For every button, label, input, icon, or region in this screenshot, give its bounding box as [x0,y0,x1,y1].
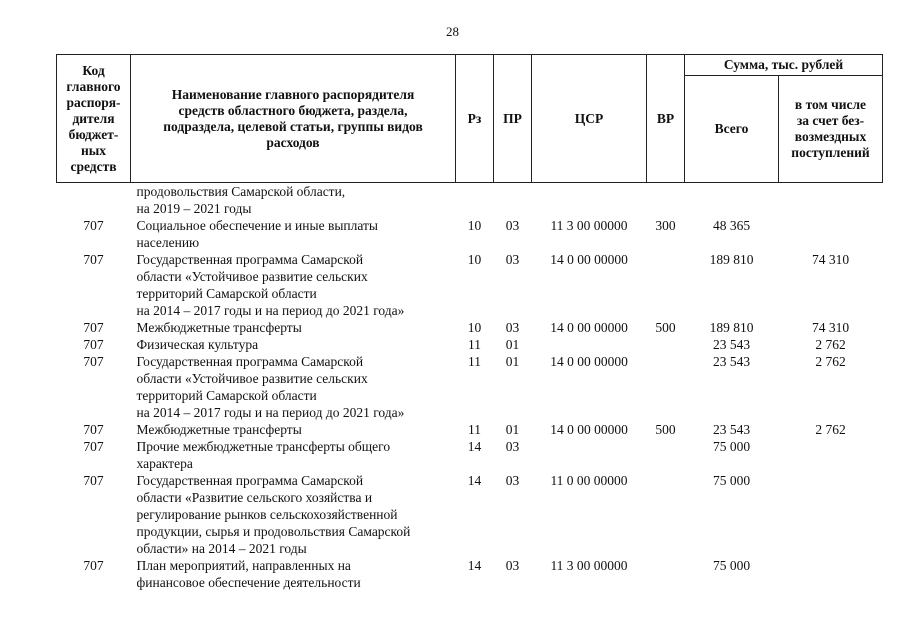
table-row [57,319,883,336]
cell-code [57,183,131,218]
cell-name [131,319,456,336]
cell-name-line: характера [136,456,193,471]
page-number: 28 [446,24,459,39]
cell-vr [647,183,685,218]
cell-total: 23 543 [712,422,751,437]
cell-vr [647,336,685,353]
cell-incl: 74 310 [811,252,850,267]
cell-name-line: территорий Самарской области [136,286,317,301]
cell-name-line: Государственная программа Самарской [136,252,364,267]
cell-name-line: регулирование рынков сельскохозяйственной [136,507,398,522]
header-code-line: распоря- [66,94,121,110]
header-sum: Сумма, тыс. рублей [685,55,883,76]
cell-rz: 10 [467,218,482,233]
cell-code: 707 [83,354,104,369]
cell-incl [779,557,883,591]
cell-pr: 01 [505,337,520,352]
cell-name-line: области «Устойчивое развитие сельских [136,269,368,284]
header-code-lines [59,63,128,175]
cell-name-line: области» на 2014 – 2021 годы [136,541,307,556]
cell-total: 189 810 [709,320,754,335]
cell-pr: 01 [505,354,520,369]
cell-code: 707 [83,473,104,488]
cell-name-line: Государственная программа Самарской [136,473,364,488]
cell-rz: 11 [468,422,481,437]
cell-pr: 03 [505,473,520,488]
cell-vr: 500 [655,320,676,335]
header-code-line: Код [82,62,105,78]
cell-incl [779,183,883,218]
cell-total: 75 000 [712,473,751,488]
header-vr: ВР [647,55,685,183]
cell-vr [647,251,685,319]
cell-name-line: Государственная программа Самарской [136,354,364,369]
cell-csr: 14 0 00 00000 [550,320,628,335]
cell-name [131,557,456,591]
cell-rz: 10 [467,320,482,335]
cell-pr [494,183,532,218]
cell-name [131,251,456,319]
cell-pr: 03 [505,252,520,267]
table-row [57,217,883,251]
cell-total: 75 000 [712,439,751,454]
cell-incl [779,217,883,251]
cell-vr [647,472,685,557]
table-row [57,251,883,319]
cell-name [131,421,456,438]
table-body [57,183,883,592]
header-code-line: главного [66,78,121,94]
cell-name-line: на 2014 – 2017 годы и на период до 2021 года» [136,405,405,420]
cell-total: 189 810 [709,252,754,267]
cell-total: 75 000 [712,558,751,573]
cell-incl: 2 762 [815,337,846,352]
cell-vr: 300 [655,218,676,233]
cell-total: 48 365 [712,218,751,233]
cell-total [685,183,779,218]
cell-csr: 11 3 00 00000 [550,558,628,573]
cell-name [131,183,456,218]
cell-name-line: Межбюджетные трансферты [136,422,302,437]
cell-code: 707 [83,320,104,335]
header-name [131,55,456,183]
cell-code: 707 [83,337,104,352]
header-code-line: ных [80,142,107,158]
header-incl-line: возмездных [794,129,867,144]
table-row [57,336,883,353]
cell-name-line: Физическая культура [136,337,259,352]
cell-name-line: населению [136,235,200,250]
cell-rz: 11 [468,354,481,369]
cell-pr: 03 [505,558,520,573]
cell-csr: 14 0 00 00000 [550,422,628,437]
cell-csr [532,336,647,353]
header-name-line: Наименование главного распорядителя [171,86,415,102]
table-row [57,183,883,218]
cell-name [131,438,456,472]
header-incl-lines [781,97,880,161]
cell-name-line: на 2019 – 2021 годы [136,201,252,216]
cell-rz: 11 [468,337,481,352]
header-name-line: средств областного бюджета, раздела, [178,102,408,118]
cell-pr: 01 [505,422,520,437]
table-row [57,353,883,421]
cell-csr [532,438,647,472]
cell-name [131,472,456,557]
cell-csr: 14 0 00 00000 [550,252,628,267]
cell-code: 707 [83,558,104,573]
header-name-lines [133,87,453,151]
header-rz: Рз [456,55,494,183]
table-row [57,421,883,438]
header-code-line: средств [70,158,117,174]
cell-rz: 10 [467,252,482,267]
header-pr: ПР [494,55,532,183]
cell-incl [779,438,883,472]
cell-rz: 14 [467,558,482,573]
cell-vr: 500 [655,422,676,437]
table-row [57,557,883,591]
cell-code: 707 [83,422,104,437]
cell-name-line: финансовое обеспечение деятельности [136,575,361,590]
cell-code: 707 [83,252,104,267]
cell-name-line: Социальное обеспечение и иные выплаты [136,218,378,233]
cell-csr: 14 0 00 00000 [550,354,628,369]
cell-name-line: Прочие межбюджетные трансферты общего [136,439,391,454]
cell-name-line: на 2014 – 2017 годы и на период до 2021 года» [136,303,405,318]
cell-pr: 03 [505,439,520,454]
header-code-line: бюджет- [68,126,119,142]
cell-name [131,217,456,251]
cell-name [131,336,456,353]
cell-rz: 14 [467,439,482,454]
cell-code: 707 [83,218,104,233]
cell-csr: 11 0 00 00000 [550,473,628,488]
cell-incl: 2 762 [815,354,846,369]
cell-vr [647,557,685,591]
header-incl [779,76,883,183]
cell-name-line: Межбюджетные трансферты [136,320,302,335]
cell-csr [532,183,647,218]
cell-incl: 74 310 [811,320,850,335]
cell-name-line: области «Устойчивое развитие сельских [136,371,368,386]
header-code-line: дителя [72,110,115,126]
cell-vr [647,353,685,421]
cell-csr: 11 3 00 00000 [550,218,628,233]
cell-name-line: План мероприятий, направленных на [136,558,351,573]
cell-rz [456,183,494,218]
cell-name-line: области «Развитие сельского хозяйства и [136,490,373,505]
cell-total: 23 543 [712,354,751,369]
header-code [57,55,131,183]
cell-incl: 2 762 [815,422,846,437]
cell-name-line: продукции, сырья и продовольствия Самарской [136,524,411,539]
header-incl-line: поступлений [791,145,870,160]
header-name-line: подраздела, целевой статьи, группы видов [163,118,423,134]
cell-name-line: продовольствия Самарской области, [136,184,346,199]
table-row [57,438,883,472]
cell-pr: 03 [505,320,520,335]
table-row [57,472,883,557]
header-total: Всего [685,76,779,183]
cell-name-line: территорий Самарской области [136,388,317,403]
cell-total: 23 543 [712,337,751,352]
header-name-line: расходов [266,134,320,150]
cell-pr: 03 [505,218,520,233]
cell-incl [779,472,883,557]
cell-rz: 14 [467,473,482,488]
cell-name [131,353,456,421]
budget-table [56,54,883,591]
header-csr: ЦСР [532,55,647,183]
header-incl-line: в том числе [794,97,867,112]
cell-vr [647,438,685,472]
header-incl-line: за счет без- [796,113,865,128]
cell-code: 707 [83,439,104,454]
